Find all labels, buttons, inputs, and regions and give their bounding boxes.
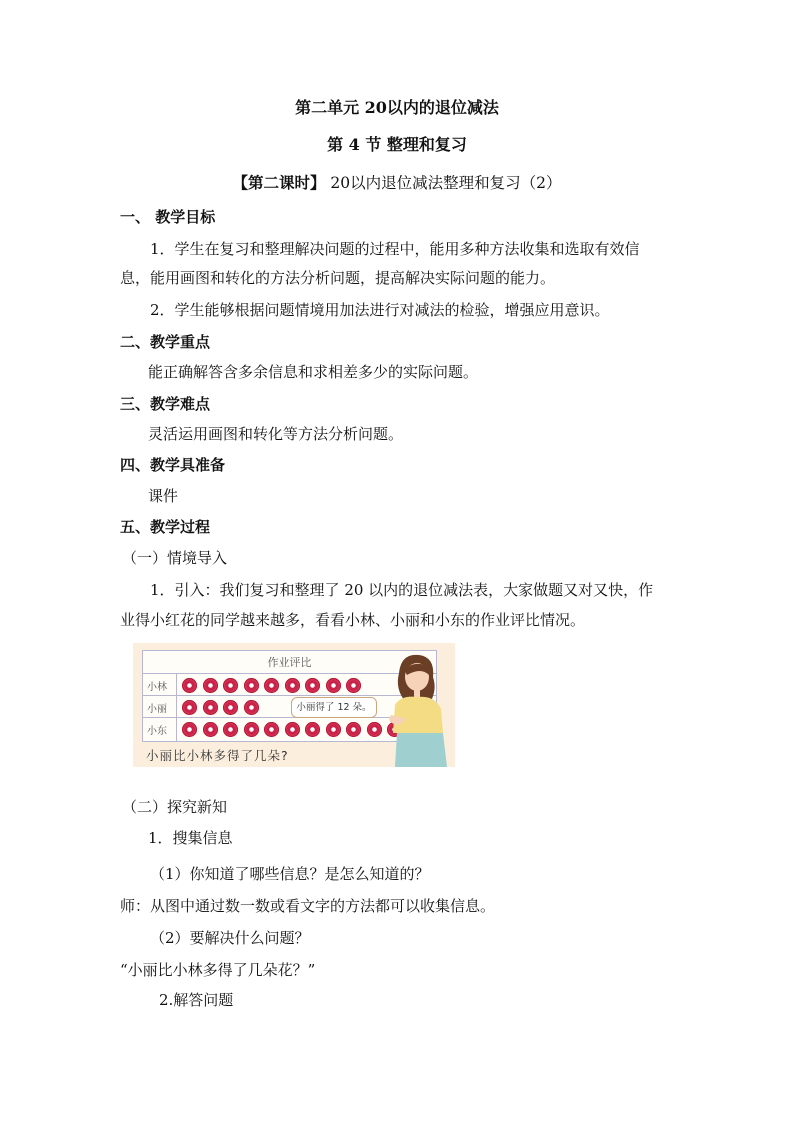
red-flower-icon [203, 678, 218, 693]
red-flower-icon [305, 722, 320, 737]
materials-heading: 四、教学具准备 [120, 456, 226, 474]
red-flower-icon [326, 722, 341, 737]
red-flower-icon [244, 722, 259, 737]
key-points-text: 能正确解答含多余信息和求相差多少的实际问题。 [148, 363, 479, 381]
red-flower-icon [285, 722, 300, 737]
red-flower-icon [244, 700, 259, 715]
difficulties-heading: 三、教学难点 [120, 395, 211, 413]
process-part-2: （二）探究新知 [122, 798, 228, 816]
row-name-xiaolin: 小林 [147, 682, 167, 693]
intro-line-2: 业得小红花的同学越来越多，看看小林、小丽和小东的作业评比情况。 [120, 611, 586, 629]
unit-title: 第二单元 20以内的退位减法 [295, 98, 499, 117]
red-flower-icon [305, 678, 320, 693]
red-flower-icon [367, 722, 382, 737]
question-2: （2）要解决什么问题？ [150, 929, 310, 947]
red-flower-icon [223, 678, 238, 693]
figure-question: 小丽比小林多得了几朵? [146, 748, 289, 763]
process-heading: 五、教学过程 [120, 518, 211, 536]
rating-table-title: 作业评比 [267, 656, 312, 669]
goal-1-line-1: 1．学生在复习和整理解决问题的过程中，能用多种方法收集和选取有效信 [150, 240, 640, 258]
red-flower-icon [203, 700, 218, 715]
red-flower-icon [326, 678, 341, 693]
red-flower-icon [203, 722, 218, 737]
speech-bubble: 小丽得了 12 朵。 [291, 697, 377, 718]
red-flower-icon [285, 678, 300, 693]
red-flower-icon [182, 700, 197, 715]
table-divider [176, 674, 177, 741]
lesson-title [0, 173, 794, 193]
materials-text: 课件 [148, 487, 179, 505]
red-flower-icon [182, 678, 197, 693]
red-flower-icon [223, 700, 238, 715]
lesson-name: 20以内退位减法整理和复习（2） [325, 174, 562, 192]
teacher-remark: 师：从图中通过数一数或看文字的方法都可以收集信息。 [120, 897, 496, 915]
lesson-bracket: 【第二课时】 [232, 173, 326, 192]
goal-2: 2．学生能够根据问题情境用加法进行对减法的检验，增强应用意识。 [150, 301, 610, 319]
goal-1-line-2: 息，能用画图和转化的方法分析问题，提高解决实际问题的能力。 [120, 269, 556, 287]
section-title: 第 4 节 整理和复习 [327, 135, 467, 154]
step-2: 2.解答问题 [159, 991, 234, 1009]
red-flower-icon [346, 722, 361, 737]
red-flower-icon [244, 678, 259, 693]
red-flower-icon [264, 678, 279, 693]
goals-heading: 一、 教学目标 [120, 208, 216, 226]
process-part-1: （一）情境导入 [122, 549, 228, 567]
red-flower-icon [346, 678, 361, 693]
question-1: （1）你知道了哪些信息？是怎么知道的？ [150, 865, 430, 883]
difficulties-text: 灵活运用画图和转化等方法分析问题。 [148, 425, 404, 443]
teacher-illustration [381, 649, 451, 767]
red-flower-icon [223, 722, 238, 737]
red-flower-icon [182, 722, 197, 737]
homework-rating-figure [133, 643, 455, 767]
key-points-heading: 二、教学重点 [120, 333, 211, 351]
intro-line-1: 1．引入：我们复习和整理了 20 以内的退位减法表，大家做题又对又快，作 [150, 581, 654, 599]
row-name-xiaodong: 小东 [147, 726, 167, 737]
step-1: 1．搜集信息 [148, 829, 233, 847]
quote: “小丽比小林多得了几朵花？” [120, 961, 316, 979]
row-name-xiaoli: 小丽 [147, 704, 167, 715]
red-flower-icon [264, 722, 279, 737]
